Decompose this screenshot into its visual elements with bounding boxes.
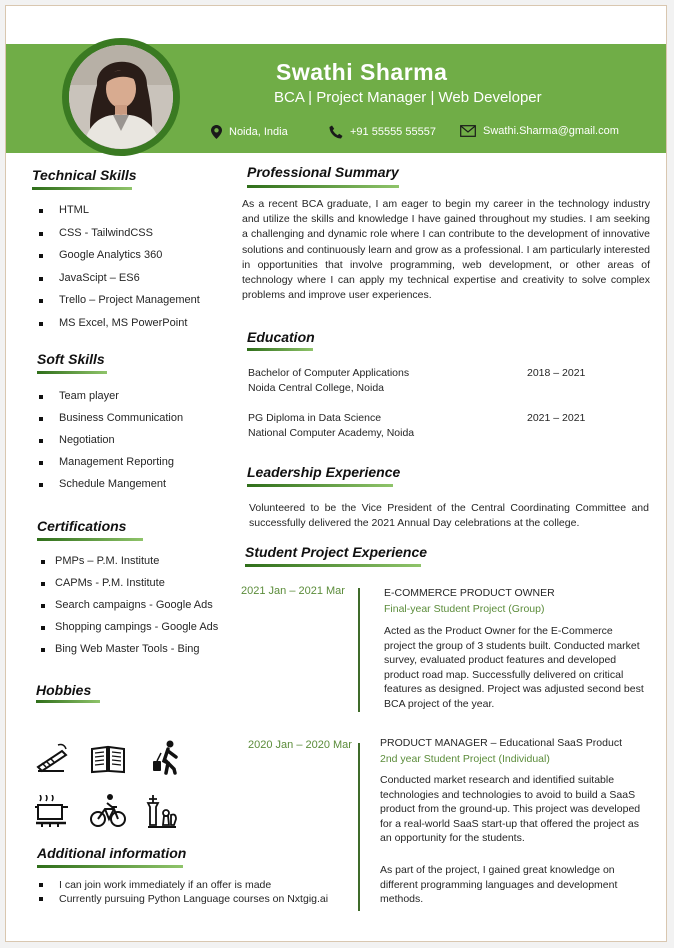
contact-phone <box>329 125 436 139</box>
profile-photo <box>69 45 173 149</box>
list-item: Shopping campings - Google Ads <box>41 621 218 643</box>
hobbies-heading: Hobbies <box>36 682 92 698</box>
reading-icon <box>90 741 126 777</box>
list-item: Search campaigns - Google Ads <box>41 599 218 621</box>
soft-skills-heading: Soft Skills <box>37 351 105 367</box>
additional-info-heading: Additional information <box>37 845 187 861</box>
education-degree: Bachelor of Computer Applications <box>248 367 410 379</box>
email-icon <box>460 125 476 137</box>
cycling-icon <box>90 793 126 829</box>
technical-skills-underline <box>32 187 132 190</box>
list-item: Schedule Mangement <box>39 478 183 500</box>
timeline-line <box>358 743 360 911</box>
summary-text: As a recent BCA graduate, I am eager to begin my career in the technology industry and utilize the skills and knowledge I have gained throughout my studies. I am seeking a challenging and dynamic role where I can contribute to the development of innovative solutions and continuously learn and grow as a professional. I am particularly interested in opportunities that involve programming, web development, or other areas of technology where I can apply my technical expertise and creativity to solve complex problems and improve user experiences. <box>242 198 650 302</box>
timeline-line <box>358 588 360 712</box>
list-item: Management Reporting <box>39 456 183 478</box>
education-degree: PG Diploma in Data Science <box>248 412 382 424</box>
contact-location <box>211 125 288 139</box>
location-pin-icon <box>211 125 222 139</box>
cooking-icon <box>34 795 70 831</box>
list-item: JavaScipt – ES6 <box>39 272 200 295</box>
project-dates: 2021 Jan – 2021 Mar <box>241 585 345 597</box>
summary-heading: Professional Summary <box>247 164 399 180</box>
list-item: CSS - TailwindCSS <box>39 227 200 250</box>
list-item: Business Communication <box>39 412 183 434</box>
additional-info-underline <box>37 865 183 868</box>
project-dates: 2020 Jan – 2020 Mar <box>248 739 352 751</box>
leadership-underline <box>247 484 393 487</box>
candidate-tagline: BCA | Project Manager | Web Developer <box>274 89 542 106</box>
education-years: 2021 – 2021 <box>527 412 586 424</box>
education-school: Noida Central College, Noida <box>248 381 384 394</box>
list-item: PMPs – P.M. Institute <box>41 555 218 577</box>
education-underline <box>247 348 313 351</box>
resume-page <box>5 5 667 942</box>
drawing-icon <box>34 741 70 777</box>
hobbies-underline <box>36 700 100 703</box>
list-item: CAPMs - P.M. Institute <box>41 577 218 599</box>
contact-email <box>460 125 619 137</box>
project-subtitle: Final-year Student Project (Group) <box>384 603 545 615</box>
list-item: Team player <box>39 390 183 412</box>
certifications-underline <box>37 538 143 541</box>
location-text: Noida, India <box>229 126 288 138</box>
list-item: Negotiation <box>39 434 183 456</box>
education-entry <box>248 411 648 440</box>
certifications-heading: Certifications <box>37 518 127 534</box>
leadership-text: Volunteered to be the Vice President of the Central Coordinating Committee and successfully delivered the 2021 Annual Day celebrations at the college. <box>249 502 649 529</box>
project-description: Conducted market research and identified suitable technologies and technologies to avoid to build a SaaS product from the ground-up. This project was developed for a real-world SaaS start-up that offered the project as an opportunity for the students. <box>380 774 641 844</box>
technical-skills-heading: Technical Skills <box>32 167 137 183</box>
education-school: National Computer Academy, Noida <box>248 426 415 439</box>
technical-skills-list <box>39 204 200 339</box>
project-subtitle: 2nd year Student Project (Individual) <box>380 753 550 765</box>
candidate-name: Swathi Sharma <box>276 59 448 85</box>
certifications-list <box>41 555 218 665</box>
phone-icon <box>329 125 343 139</box>
list-item: MS Excel, MS PowerPoint <box>39 317 200 340</box>
education-heading: Education <box>247 329 315 345</box>
list-item: Bing Web Master Tools - Bing <box>41 643 218 665</box>
project-description-extra: As part of the project, I gained great knowledge on different programming languages and development methods. <box>380 864 618 905</box>
projects-underline <box>245 564 421 567</box>
list-item: HTML <box>39 204 200 227</box>
additional-info-list <box>39 878 334 906</box>
project-description: Acted as the Product Owner for the E-Commerce project the group of 3 students built. Conducted market survey, evaluated product features and developed product road map. Successfully delivered on critical features as designed. Project was adjusted second best BCA project of the year. <box>384 625 644 710</box>
travel-icon <box>148 739 184 775</box>
list-item: Google Analytics 360 <box>39 249 200 272</box>
summary-underline <box>247 185 399 188</box>
education-years: 2018 – 2021 <box>527 367 586 379</box>
projects-heading: Student Project Experience <box>245 544 428 560</box>
education-entry <box>248 366 648 395</box>
soft-skills-list <box>39 390 183 500</box>
phone-text[interactable]: +91 55555 55557 <box>350 126 436 138</box>
chess-icon <box>144 793 180 829</box>
soft-skills-underline <box>37 371 107 374</box>
list-item: I can join work immediately if an offer is made <box>39 878 334 892</box>
project-role: PRODUCT MANAGER – Educational SaaS Product <box>380 737 622 749</box>
project-role: E-COMMERCE PRODUCT OWNER <box>384 587 555 599</box>
leadership-heading: Leadership Experience <box>247 464 401 480</box>
email-text[interactable]: Swathi.Sharma@gmail.com <box>483 125 619 137</box>
list-item: Trello – Project Management <box>39 294 200 317</box>
list-item: Currently pursuing Python Language courses on Nxtgig.ai <box>39 892 334 906</box>
